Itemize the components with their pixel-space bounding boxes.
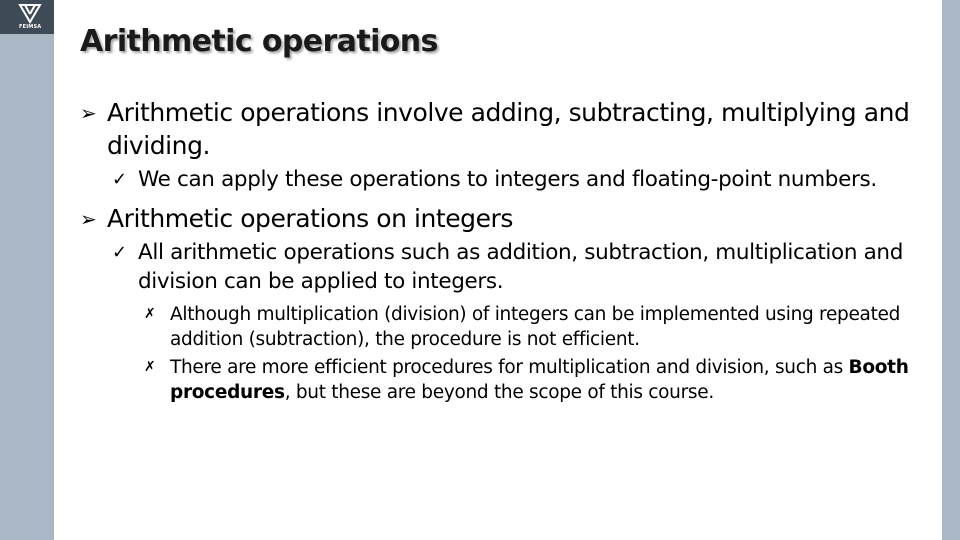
list-item <box>80 202 925 235</box>
list-item <box>80 302 925 352</box>
list-item-text: All arithmetic operations such as addition, subtraction, multiplication and division can be applied to integers. <box>138 240 903 294</box>
arrow-bullet-icon: ➢ <box>80 101 97 125</box>
list-item <box>80 238 925 296</box>
list-item-text: Arithmetic operations involve adding, subtracting, multiplying and dividing. <box>107 98 910 160</box>
list-item <box>80 96 925 162</box>
list-item-text: Although multiplication (division) of integers can be implemented using repeated addition (subtraction), the procedure is not efficient. <box>170 304 901 350</box>
checkmark-bullet-icon: ✓ <box>112 242 127 263</box>
list-item-text: , but these are beyond the scope of this course. <box>284 382 714 403</box>
list-item <box>80 165 925 194</box>
logo-text: FEIMSA <box>19 24 42 30</box>
cross-bullet-icon: ✗ <box>144 359 156 375</box>
list-item-text: We can apply these operations to integers and floating-point numbers. <box>138 167 877 192</box>
slide-content <box>80 96 925 405</box>
cross-bullet-icon: ✗ <box>144 306 156 322</box>
university-logo-icon <box>18 2 42 24</box>
checkmark-bullet-icon: ✓ <box>112 169 127 190</box>
list-item <box>80 355 925 405</box>
list-item-text: Arithmetic operations on integers <box>107 204 513 233</box>
list-item-text: There are more efficient procedures for multiplication and division, such as <box>170 357 849 378</box>
slide-title: Arithmetic operations <box>80 24 438 59</box>
left-side-bar <box>0 0 54 540</box>
arrow-bullet-icon: ➢ <box>80 207 97 231</box>
logo <box>0 0 54 34</box>
right-side-bar <box>942 0 960 540</box>
booth-procedures-term: Booth procedures <box>170 357 909 403</box>
